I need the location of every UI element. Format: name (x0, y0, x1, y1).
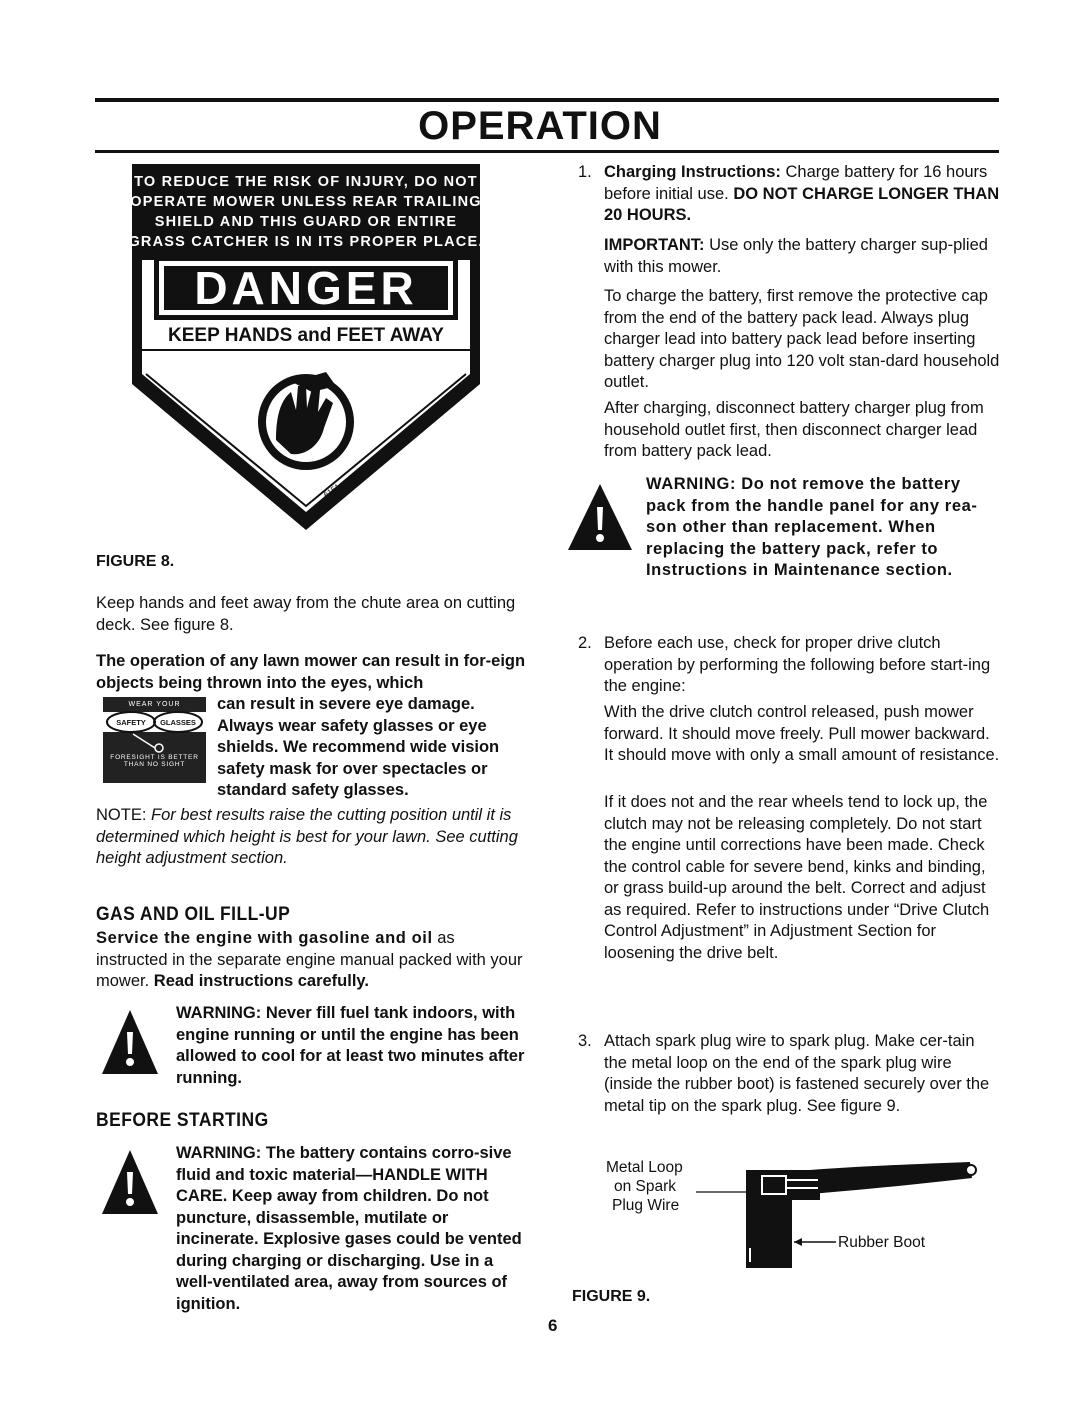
gas-oil-bold: Service the engine with gasoline and oil (96, 929, 433, 947)
gas-oil-text: as instructed in the separate engine manual packed with your mower. (96, 929, 523, 990)
fig9-loop-line-3: Plug Wire (612, 1197, 680, 1214)
gas-oil-read: Read instructions carefully. (153, 972, 369, 990)
fig9-label-rubber-boot: Rubber Boot (838, 1234, 926, 1251)
item-2-paragraph-2: With the drive clutch control released, push mower forward. It should move freely. Pull mower backward. It should move with only a small amount of resistance. (604, 703, 1000, 764)
title-underline (95, 150, 999, 153)
item-2-text: Before each use, check for proper drive clutch operation by performing the following before start-ing the engine: (604, 634, 991, 695)
warning-triangle-icon (100, 1148, 160, 1218)
charging-text: Charge battery for 16 hours before initial use. (604, 163, 988, 203)
danger-subheading: KEEP HANDS and FEET AWAY (168, 325, 444, 346)
item-2-number: 2. (578, 634, 592, 652)
safety-glasses-badge (103, 697, 206, 783)
spark-plug-boot-illustration (690, 1150, 980, 1275)
danger-word: DANGER (194, 262, 418, 314)
figure-8-label: FIGURE 8. (96, 553, 175, 570)
note-text: For best results raise the cutting position until it is determined which height is best for your lawn. See cutting height adjustment section. (96, 806, 518, 867)
charging-label: Charging Instructions: (604, 163, 781, 181)
safety-glasses-icon (103, 708, 206, 754)
keep-hands-paragraph: Keep hands and feet away from the chute area on cutting deck. See figure 8. (96, 594, 516, 634)
warning-battery-pack: WARNING: Do not remove the battery pack from the handle panel for any rea-son other than replacement. When replacing the battery pack, refer to Instructions in Maintenance section. (646, 475, 978, 579)
top-rule (95, 98, 999, 102)
gas-oil-paragraph (96, 928, 530, 993)
danger-header-line-2: OPERATE MOWER UNLESS REAR TRAILING (130, 194, 482, 210)
item-3-number: 3. (578, 1032, 592, 1050)
fig9-loop-line-2: on Spark (614, 1178, 677, 1195)
item-1-text (604, 162, 1000, 227)
warning-battery: WARNING: The battery contains corro-sive fluid and toxic material—HANDLE WITH CARE. Keep away from children. Do not puncture, disassemble, mutilate or incinerate. Explosive gases could be vented during charging or discharging. Use in a well-ventilated area, away from sources of ignition. (176, 1144, 522, 1313)
charging-limit: DO NOT CHARGE LONGER THAN 20 HOURS. (604, 184, 1000, 224)
page-title: OPERATION (418, 104, 662, 148)
charge-paragraph: To charge the battery, first remove the protective cap from the end of the battery pack lead. Always plug charger lead into battery pack lead before inserting battery charger plug into 120 volt stan-dard household outlet. (604, 287, 1000, 391)
badge-top-text: WEAR YOUR (128, 701, 181, 708)
before-starting-heading: BEFORE STARTING (96, 1110, 269, 1131)
item-3-text: Attach spark plug wire to spark plug. Make cer-tain the metal loop on the end of the spark plug wire (inside the rubber boot) is fastened securely over the metal tip on the spark plug. See figure 9. (604, 1032, 990, 1115)
eye-warning-intro: The operation of any lawn mower can result in for-eign objects being thrown into the eyes, which (96, 652, 526, 692)
badge-bottom-text-2: THAN NO SIGHT (123, 761, 186, 768)
danger-header-line-1: TO REDUCE THE RISK OF INJURY, DO NOT (134, 174, 478, 190)
warning-triangle-icon (566, 482, 634, 554)
badge-glasses-text: GLASSES (160, 718, 196, 727)
danger-header-line-4: GRASS CATCHER IS IN ITS PROPER PLACE. (128, 234, 484, 250)
gas-oil-heading: GAS AND OIL FILL-UP (96, 904, 291, 925)
item-2-paragraph-3: If it does not and the rear wheels tend to lock up, the clutch may not be releasing completely. Do not start the engine until corrections have been made. Check the control cable for severe bend, kinks and binding, or grass build-up around the belt. Correct and adjust as required. Refer to instructions under “Drive Clutch Control Adjustment” in Adjustment Section for loosening the drive belt. (604, 793, 990, 962)
note-label: NOTE: (96, 806, 147, 824)
fig9-label-metal-loop (606, 1158, 683, 1215)
badge-safety-text: SAFETY (116, 718, 146, 727)
fig9-loop-line-1: Metal Loop (606, 1159, 683, 1176)
warning-fuel: WARNING: Never fill fuel tank indoors, with engine running or until the engine has been allowed to cool for at least two minutes after running. (176, 1004, 525, 1087)
note-paragraph (96, 805, 530, 870)
eye-warning-rest: can result in severe eye damage. Always wear safety glasses or eye shields. We recommend wide vision safety mask for over spectacles or standard safety glasses. (217, 695, 500, 799)
danger-header-line-3: SHIELD AND THIS GUARD OR ENTIRE (154, 214, 458, 230)
important-text: Use only the battery charger sup-plied with this mower. (604, 236, 988, 276)
warning-triangle-icon (100, 1008, 160, 1078)
important-label: IMPORTANT: (604, 236, 705, 254)
figure-9-label: FIGURE 9. (572, 1288, 651, 1305)
item-1-number: 1. (578, 163, 592, 181)
danger-sign (126, 160, 486, 535)
page-number: 6 (548, 1316, 558, 1335)
danger-code: 6151 (321, 482, 342, 500)
important-paragraph (604, 235, 1000, 278)
badge-bottom-text-1: FORESIGHT IS BETTER (110, 754, 199, 761)
after-charge-paragraph: After charging, disconnect battery charger plug from household outlet first, then disconnect charger lead from battery pack lead. (604, 399, 984, 460)
